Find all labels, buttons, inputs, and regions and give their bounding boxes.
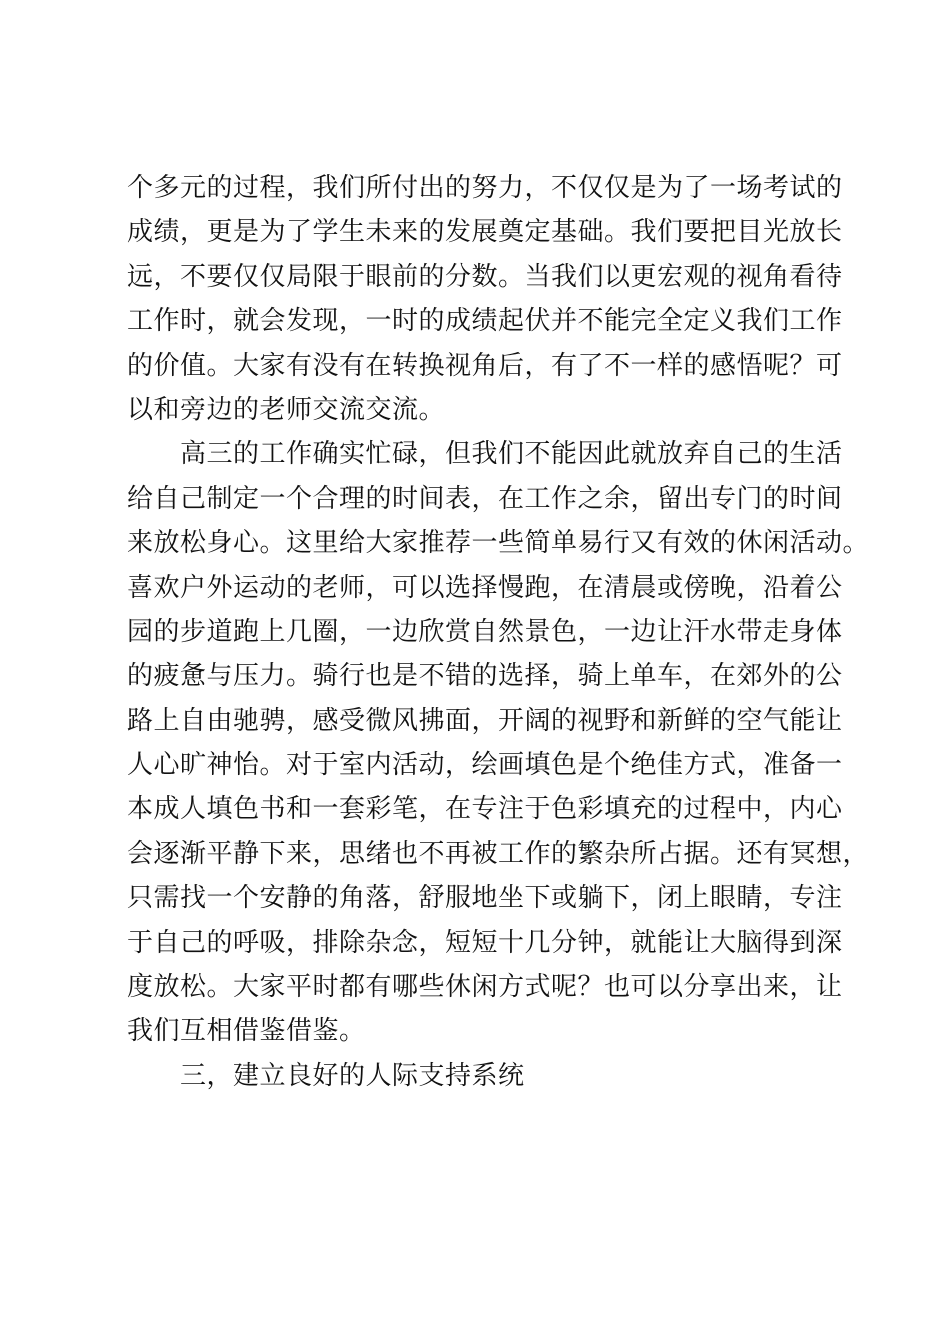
text-line: 来放松身心。这里给大家推荐一些简单易行又有效的休闲活动。 [127, 528, 870, 559]
text-line: 成绩，更是为了学生未来的发展奠定基础。我们要把目光放长 [127, 217, 843, 248]
text-line: 的价值。大家有没有在转换视角后，有了不一样的感悟呢？可 [127, 350, 843, 381]
text-line: 度放松。大家平时都有哪些休闲方式呢？也可以分享出来，让 [127, 972, 843, 1003]
section-heading: 三，建立良好的人际支持系统 [127, 1060, 525, 1091]
text-line: 给自己制定一个合理的时间表，在工作之余，留出专门的时间 [127, 483, 843, 514]
text-line: 远，不要仅仅局限于眼前的分数。当我们以更宏观的视角看待 [127, 261, 843, 292]
text-line: 只需找一个安静的角落，舒服地坐下或躺下，闭上眼睛，专注 [127, 883, 843, 914]
text-line: 会逐渐平静下来，思绪也不再被工作的繁杂所占据。还有冥想， [127, 838, 870, 869]
text-line: 个多元的过程，我们所付出的努力，不仅仅是为了一场考试的 [127, 173, 843, 203]
text-line: 本成人填色书和一套彩笔，在专注于色彩填充的过程中，内心 [127, 794, 843, 825]
text-line: 我们互相借鉴借鉴。 [127, 1016, 366, 1047]
text-line: 于自己的呼吸，排除杂念，短短十几分钟，就能让大脑得到深 [127, 927, 843, 958]
text-line: 人心旷神怡。对于室内活动，绘画填色是个绝佳方式，准备一 [127, 750, 843, 781]
text-line: 工作时，就会发现，一时的成绩起伏并不能完全定义我们工作 [127, 306, 843, 337]
text-line: 的疲惫与压力。骑行也是不错的选择，骑上单车，在郊外的公 [127, 661, 843, 692]
text-line: 路上自由驰骋，感受微风拂面，开阔的视野和新鲜的空气能让 [127, 705, 843, 736]
text-line: 高三的工作确实忙碌，但我们不能因此就放弃自己的生活 [127, 439, 843, 470]
text-line: 喜欢户外运动的老师，可以选择慢跑，在清晨或傍晚，沿着公 [127, 572, 843, 603]
text-line: 园的步道跑上几圈，一边欣赏自然景色，一边让汗水带走身体 [127, 616, 843, 647]
text-line: 以和旁边的老师交流交流。 [127, 394, 446, 425]
document-body [127, 166, 870, 1098]
